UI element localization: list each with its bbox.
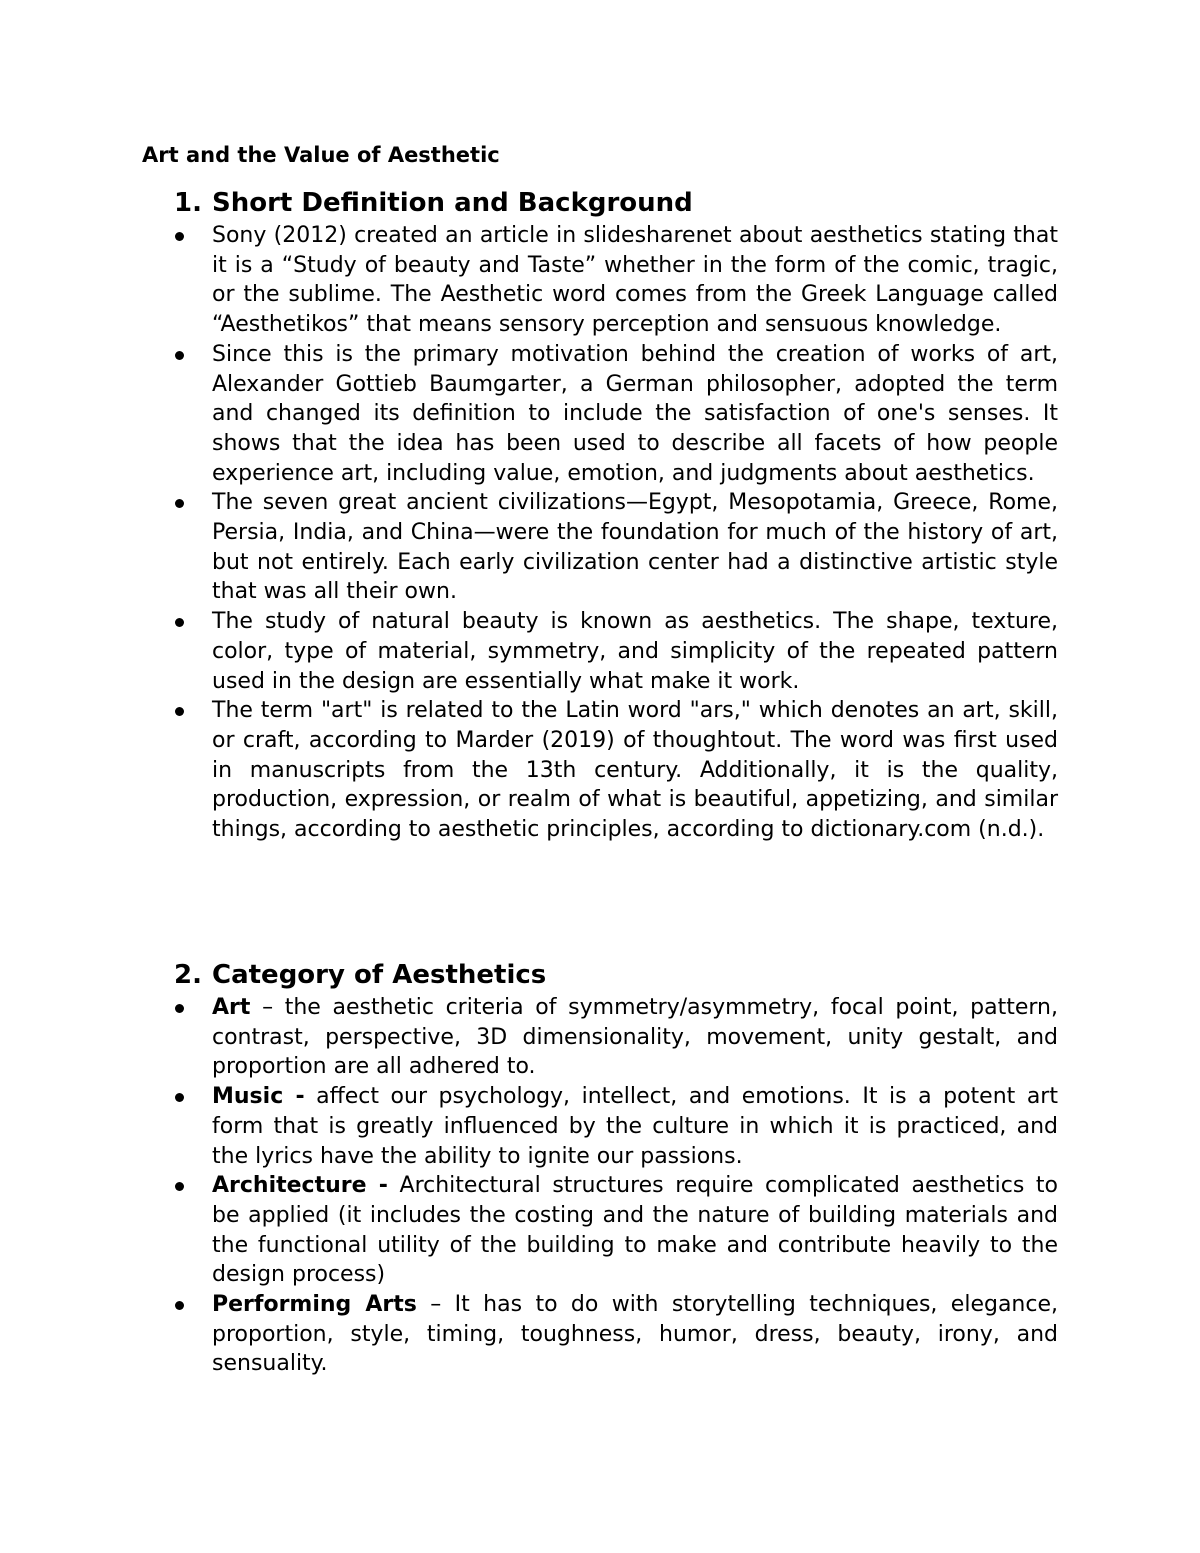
bullet-icon [175,1301,184,1310]
list-item-term: Performing Arts [212,1292,417,1318]
list-item [0,607,1058,696]
section-number: 2. [174,960,202,990]
section-heading [0,185,1200,221]
bullet-list [0,221,1200,845]
bullet-icon [175,499,184,508]
list-item [0,488,1058,607]
list-item-term: Music - [212,1084,305,1110]
bullet-icon [175,1093,184,1102]
section-heading [0,957,1200,993]
list-item [0,1290,1058,1379]
list-item-text: affect our psychology, intellect, and emotions. It is a potent art form that is greatly influenced by the culture in which it is practiced, and the lyrics have the ability to ignite our passions. [212,1084,1058,1169]
list-item-text: – the aesthetic criteria of symmetry/asymmetry, focal point, pattern, contrast, perspective, 3D dimensionality, movement, unity gestalt, and proportion are all adhered to. [212,995,1058,1080]
bullet-icon [175,232,184,241]
list-item-text: The term "art" is related to the Latin word "ars," which denotes an art, skill, or craft, according to Marder (2019) of thoughtout. The word was first used in manuscripts from the 13th century. Additionally, it is the quality, production, expression, or realm of what is beautiful, appetizing, and similar things, according to aesthetic principles, according to dictionary.com (n.d.). [212,698,1058,843]
bullet-icon [175,1182,184,1191]
bullet-icon [175,618,184,627]
list-item [0,1171,1058,1290]
section-definition-background [0,185,1200,845]
list-item-text: The study of natural beauty is known as aesthetics. The shape, texture, color, type of material, symmetry, and simplicity of the repeated pattern used in the design are essentially what make it work. [212,609,1058,694]
list-item-text: Sony (2012) created an article in slidesharenet about aesthetics stating that it is a “Study of beauty and Taste” whether in the form of the comic, tragic, or the sublime. The Aesthetic word comes from the Greek Language called “Aesthetikos” that means sensory perception and sensuous knowledge. [212,223,1058,338]
list-item-text: Since this is the primary motivation behind the creation of works of art, Alexander Gottieb Baumgarter, a German philosopher, adopted the term and changed its definition to include the satisfaction of one's senses. It shows that the idea has been used to describe all facets of how people experience art, including value, emotion, and judgments about aesthetics. [212,341,1058,486]
bullet-icon [175,351,184,360]
list-item-text: The seven great ancient civilizations—Egypt, Mesopotamia, Greece, Rome, Persia, India, and China—were the foundation for much of the history of art, but not entirely. Each early civilization center had a distinctive artistic style that was all their own. [212,490,1058,605]
list-item-text: Architectural structures require complicated aesthetics to be applied (it includes the costing and the nature of building materials and the functional utility of the building to make and contribute heavily to the design process) [212,1173,1059,1288]
bullet-icon [175,707,184,716]
list-item-text: – It has to do with storytelling techniques, elegance, proportion, style, timing, toughness, humor, dress, beauty, irony, and sensuality. [212,1292,1058,1377]
section-category-aesthetics [0,957,1200,1379]
list-item [0,221,1058,340]
bullet-icon [175,1004,184,1013]
list-item [0,1082,1058,1171]
list-item-term: Art [212,995,251,1020]
document-title: Art and the Value of Aesthetic [142,143,500,167]
section-number: 1. [174,188,202,218]
bullet-list [0,993,1200,1379]
section-title: Category of Aesthetics [212,960,547,990]
list-item [0,340,1058,489]
section-title: Short Definition and Background [212,188,693,218]
list-item-term: Architecture - [212,1173,388,1199]
list-item [0,696,1058,845]
list-item [0,993,1058,1082]
